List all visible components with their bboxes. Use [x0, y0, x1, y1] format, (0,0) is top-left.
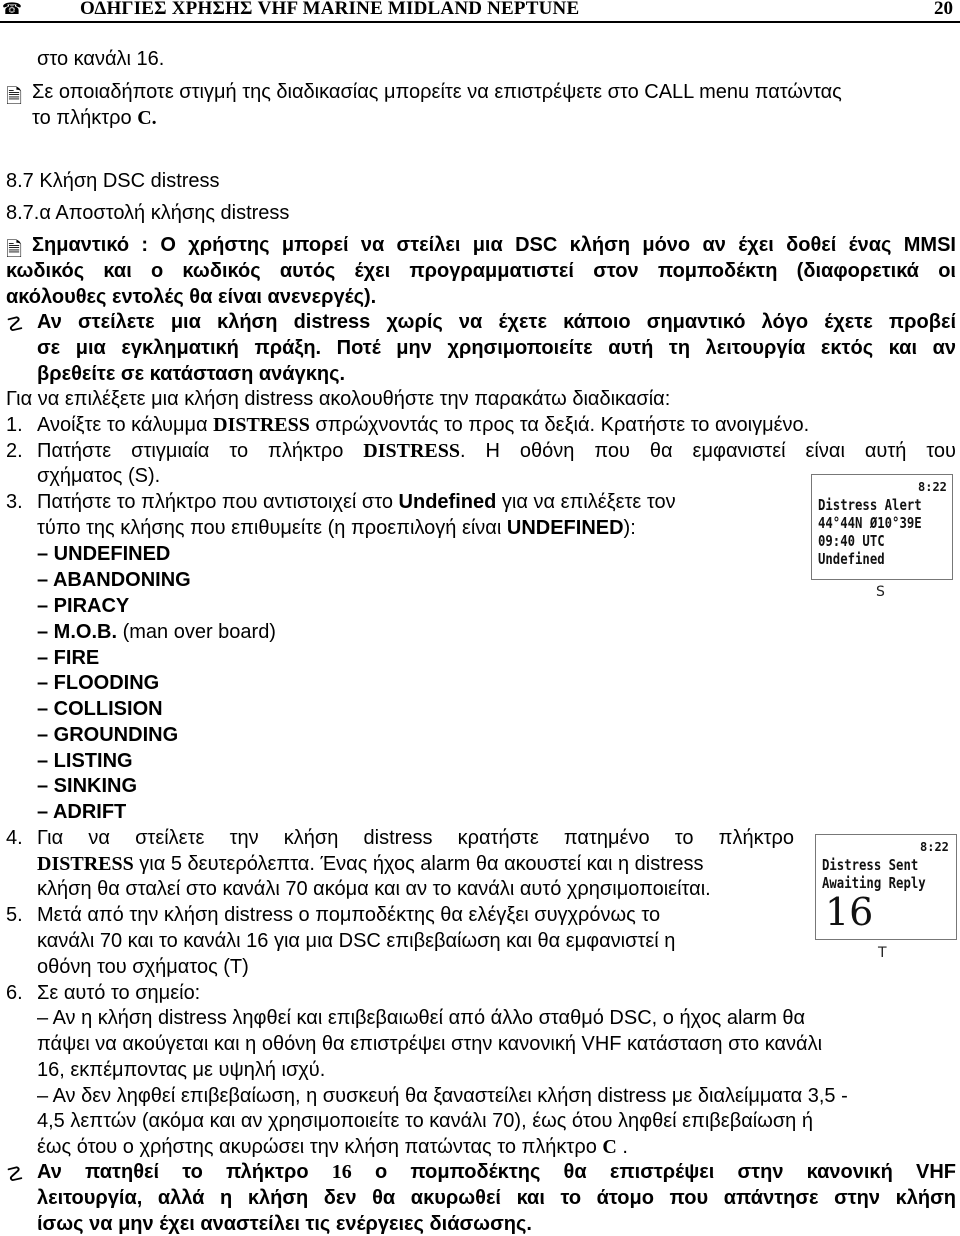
- step-2-number: 2.: [6, 440, 23, 462]
- lcd-line: Distress Alert: [818, 496, 922, 514]
- option-item: – FIRE: [37, 647, 100, 669]
- warning-line-3: βρεθείτε σε κατάσταση ανάγκης.: [37, 363, 346, 385]
- option-item: – GROUNDING: [37, 724, 179, 746]
- warning-line-2: σε μια εγκληματική πράξη. Ποτέ μην χρησιμοποιείτε αυτή τη λειτουργία εκτός και αν: [37, 337, 956, 359]
- figure-caption-s: S: [876, 584, 885, 600]
- warning-line-1: Αν στείλετε μια κλήση distress χωρίς να έχετε κάποιο σημαντικό λόγο έχετε προβεί: [37, 311, 956, 333]
- key-16: 16: [331, 1161, 352, 1183]
- lcd-channel: 16: [825, 890, 874, 934]
- figure-caption-t: T: [878, 945, 887, 961]
- lcd-line: Distress Sent: [822, 856, 919, 874]
- step-4-line-1: Για να στείλετε την κλήση distress κρατήστε πατημένο το πλήκτρο: [37, 827, 794, 849]
- step-3-c: τύπο της κλήσης που επιθυμείτε (η προεπιλογή είναι: [37, 517, 507, 539]
- step-6-l6a: έως ότου ο χρήστης ακυρώσει την κλήση πατώντας το πλήκτρο: [37, 1136, 603, 1158]
- step-2-text: [37, 439, 956, 463]
- step-5-line-1: Μετά από την κλήση distress ο πομποδέκτης θα ελέγξει συγχρόνως το: [37, 904, 661, 926]
- step-4-number: 4.: [6, 827, 23, 849]
- step-6-line-6: [37, 1135, 628, 1159]
- option-item: – COLLISION: [37, 698, 163, 720]
- step-6-line-3: 16, εκπέμποντας με υψηλή ισχύ.: [37, 1059, 326, 1081]
- option-item: – M.O.B. (man over board): [37, 621, 276, 643]
- lcd-line: 44°44N Ø10°39E: [818, 514, 922, 532]
- key-distress: DISTRESS: [363, 440, 461, 462]
- step-3-cont: [37, 516, 636, 540]
- option-item: – ABANDONING: [37, 569, 191, 591]
- warning-2-line-2: λειτουργία, αλλά η κλήση δεν θα ακυρωθεί και το άτομο που απάντησε στην κλήση: [37, 1187, 956, 1209]
- step-5-line-2: κανάλι 70 και το κανάλι 16 για μια DSC επιβεβαίωση και θα εμφανιστεί η: [37, 930, 676, 952]
- note-text: Σε οποιαδήποτε στιγμή της διαδικασίας μπορείτε να επιστρέψετε στο CALL menu πατώντας: [32, 81, 842, 103]
- step-5-line-3: οθόνη του σχήματος (T): [37, 956, 249, 978]
- warning-2-a: Αν πατηθεί το πλήκτρο: [37, 1161, 332, 1183]
- step-4-line-2b: για 5 δευτερόλεπτα. Ένας ήχος alarm θα ακουστεί και η distress: [133, 853, 704, 875]
- option-item: – PIRACY: [37, 595, 130, 617]
- key-c: C.: [137, 107, 157, 129]
- step-1-a: Ανοίξτε το κάλυμμα: [37, 414, 214, 436]
- option-item: – ADRIFT: [37, 801, 127, 823]
- important-line-1: Σημαντικό : Ο χρήστης μπορεί να στείλει μια DSC κλήση μόνο αν έχει δοθεί ένας MMSI: [32, 234, 956, 256]
- warning-2-b: ο πομποδέκτης θα επιστρέψει στην κανονική VHF: [351, 1161, 956, 1183]
- step-6-number: 6.: [6, 982, 23, 1004]
- lcd-line: 09:40 UTC: [818, 532, 885, 550]
- note-icon: 🗎: [6, 84, 23, 108]
- key-undefined: Undefined: [398, 491, 497, 513]
- option-item: – LISTING: [37, 750, 133, 772]
- section-subheading: 8.7.α Αποστολή κλήσης distress: [6, 202, 290, 224]
- warning-2-line-1: [37, 1160, 956, 1184]
- key-c: C: [602, 1136, 617, 1158]
- warning-2-line-3: ίσως να μην έχει αναστείλει τις ενέργειες διάσωσης.: [37, 1213, 532, 1235]
- step-2-a: Πατήστε στιγμιαία το πλήκτρο: [37, 440, 364, 462]
- step-3-b: για να επιλέξετε τον: [496, 491, 676, 513]
- important-line-2: κωδικός και ο κωδικός αυτός έχει προγραμματιστεί στον πομποδέκτη (διαφορετικά οι: [6, 260, 956, 282]
- phone-icon: ☎: [2, 1, 22, 18]
- lcd-line: Undefined: [818, 550, 885, 568]
- step-4-line-2: [37, 852, 704, 876]
- step-1-number: 1.: [6, 414, 23, 436]
- document-title: ΟΔΗΓΙΕΣ ΧΡΗΣΗΣ VHF MARINE MIDLAND NEPTUNE: [80, 0, 580, 19]
- note-continuation: [32, 106, 157, 130]
- step-3-d: ):: [623, 517, 636, 539]
- key-distress: DISTRESS: [213, 414, 310, 436]
- step-4-line-3: κλήση θα σταλεί στο κανάλι 70 ακόμα και αν το κανάλι αυτό χρησιμοποιείται.: [37, 878, 711, 900]
- option-item: – FLOODING: [37, 672, 160, 694]
- step-6-line-2: πάψει να ακούγεται και η οθόνη θα επιστρέψει στην κανονική VHF κατάσταση στο κανάλι: [37, 1033, 823, 1055]
- page-number: 20: [934, 0, 953, 19]
- step-6-line-1: – Αν η κλήση distress ληφθεί και επιβεβαιωθεί από άλλο σταθμό DSC, ο ήχος alarm θα: [37, 1007, 806, 1029]
- header-rule: [0, 21, 960, 23]
- step-1-text: [37, 413, 809, 437]
- important-line-3: ακόλουθες εντολές θα είναι ανενεργές).: [6, 286, 377, 308]
- step-3-text: [37, 490, 676, 514]
- page-header: [0, 0, 960, 22]
- option-item: – SINKING: [37, 775, 138, 797]
- lcd-time: 8:22: [920, 840, 949, 854]
- lcd-screen-t: [815, 834, 957, 940]
- lcd-line: Awaiting Reply: [822, 874, 926, 892]
- lcd-screen-s: [811, 474, 953, 580]
- step-2-b: . Η οθόνη που θα εμφανιστεί είναι αυτή του: [460, 440, 956, 462]
- step-6-line-4: – Αν δεν ληφθεί επιβεβαίωση, η συσκευή θα ξαναστείλει κλήση distress με διαλείμματα 3,5 -: [37, 1085, 848, 1107]
- step-6-line-5: 4,5 λεπτών (ακόμα και αν χρησιμοποιείτε το κανάλι 70), έως ότου ληφθεί επιβεβαίωση ή: [37, 1110, 813, 1132]
- key-distress: DISTRESS: [37, 853, 134, 875]
- step-6-intro: Σε αυτό το σημείο:: [37, 982, 201, 1004]
- warning-icon: ☡: [6, 312, 24, 336]
- section-heading: 8.7 Κλήση DSC distress: [6, 170, 220, 192]
- step-3-a: Πατήστε το πλήκτρο που αντιστοιχεί στο: [37, 491, 399, 513]
- option-item: – UNDEFINED: [37, 543, 171, 565]
- default-undefined: UNDEFINED: [506, 517, 624, 539]
- warning-icon: ☡: [6, 1162, 24, 1186]
- procedure-intro: Για να επιλέξετε μια κλήση distress ακολουθήστε την παρακάτω διαδικασία:: [6, 388, 671, 410]
- step-5-number: 5.: [6, 904, 23, 926]
- step-6-l6b: .: [616, 1136, 628, 1158]
- step-2-cont: σχήματος (S).: [37, 465, 161, 487]
- step-3-number: 3.: [6, 491, 23, 513]
- intro-line: στο κανάλι 16.: [37, 48, 165, 70]
- note-icon: 🗎: [6, 237, 23, 261]
- lcd-time: 8:22: [918, 480, 947, 494]
- step-1-b: σπρώχνοντάς το προς τα δεξιά. Κρατήστε το ανοιγμένο.: [309, 414, 810, 436]
- note-cont-text: το πλήκτρο: [32, 107, 138, 129]
